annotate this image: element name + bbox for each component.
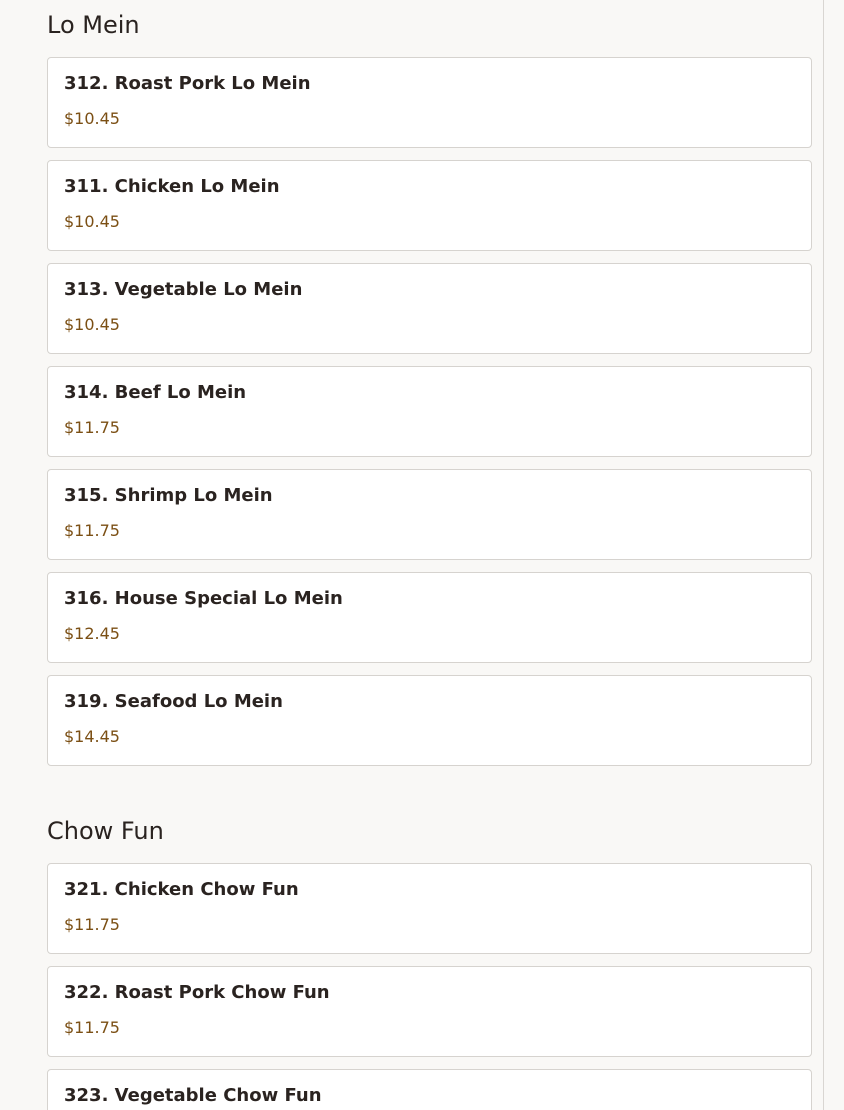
menu-item-card[interactable] bbox=[47, 675, 812, 766]
menu-item-name: 321. Chicken Chow Fun bbox=[64, 879, 299, 900]
menu-item-name: 313. Vegetable Lo Mein bbox=[64, 279, 303, 300]
menu-item-card[interactable] bbox=[47, 57, 812, 148]
menu-item-price: $10.45 bbox=[64, 109, 120, 128]
menu-item-name: 314. Beef Lo Mein bbox=[64, 382, 247, 403]
menu-item-card[interactable] bbox=[47, 160, 812, 251]
section-title: Chow Fun bbox=[47, 817, 164, 845]
menu-item-price: $11.75 bbox=[64, 915, 120, 934]
menu-item-name: 311. Chicken Lo Mein bbox=[64, 176, 280, 197]
menu-item-name: 319. Seafood Lo Mein bbox=[64, 691, 283, 712]
menu-item-name: 323. Vegetable Chow Fun bbox=[64, 1085, 322, 1106]
menu-item-price: $10.45 bbox=[64, 212, 120, 231]
menu-item-card[interactable] bbox=[47, 366, 812, 457]
menu-item-price: $11.75 bbox=[64, 521, 120, 540]
menu-item-name: 312. Roast Pork Lo Mein bbox=[64, 73, 311, 94]
menu-item-card[interactable] bbox=[47, 1069, 812, 1110]
menu-item-price: $11.75 bbox=[64, 418, 120, 437]
menu-item-card[interactable] bbox=[47, 863, 812, 954]
menu-item-card[interactable] bbox=[47, 469, 812, 560]
menu-item-price: $11.75 bbox=[64, 1018, 120, 1037]
menu-item-price: $14.45 bbox=[64, 727, 120, 746]
menu-section-chow-fun bbox=[0, 778, 823, 1110]
menu-item-name: 322. Roast Pork Chow Fun bbox=[64, 982, 330, 1003]
menu-item-name: 315. Shrimp Lo Mein bbox=[64, 485, 273, 506]
menu-item-card[interactable] bbox=[47, 263, 812, 354]
menu-item-card[interactable] bbox=[47, 966, 812, 1057]
menu-item-price: $10.45 bbox=[64, 315, 120, 334]
section-title: Lo Mein bbox=[47, 11, 140, 39]
menu-item-card[interactable] bbox=[47, 572, 812, 663]
menu-item-price: $12.45 bbox=[64, 624, 120, 643]
menu-item-name: 316. House Special Lo Mein bbox=[64, 588, 343, 609]
